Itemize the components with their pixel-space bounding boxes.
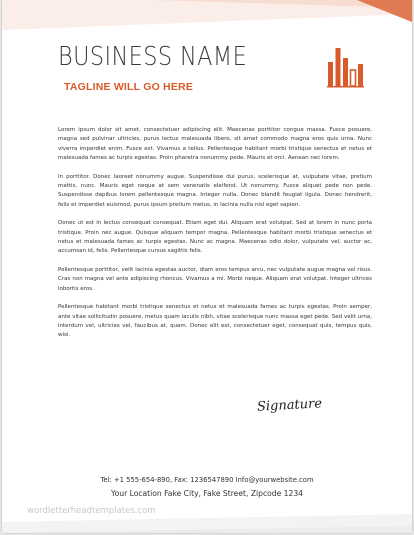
- body-paragraph-3: Donec ut est in lectus consequat consequat. Etiam eget dui. Aliquam erat volutpat. Sed at lorem in nunc porta tristique. Proin nec augue. Quisque aliquam tempor magna. Pellentesque habitant morbi tristique senectus et netus et malesuada fames ac turpis egestas. Nunc ac magna. Maecenas odio dolor, vulputate vel, auctor ac, accumsan id, felis. Pellentesque cursus sagittis felis.: [58, 220, 372, 255]
- footer-address: Your Location Fake City, Fake Street, Zipcode 1234: [110, 489, 304, 498]
- bar-chart-logo-icon: [326, 44, 366, 88]
- letter-body: [58, 126, 372, 350]
- business-name: BUSINESS NAME: [58, 42, 248, 72]
- letterhead-page: [2, 0, 412, 533]
- body-paragraph-2: In porttitor. Donec laoreet nonummy augue. Suspendisse dui purus, scelerisque at, vulputate vitae, pretium mattis, nunc. Mauris eget neque at sem venenatis eleifend. Ut nonummy. Fusce aliquet pede non pede. Suspendisse dapibus lorem pellentesque magna. Integer nulla. Donec blandit feugiat ligula. Donec hendrerit, felis et imperdiet euismod, purus ipsum pretium metus, in lacinia nulla nisl eget sapien.: [58, 173, 372, 208]
- signature: Signature: [256, 396, 323, 415]
- body-paragraph-5: Pellentesque habitant morbi tristique senectus et netus et malesuada fames ac turpis egestas. Proin semper, ante vitae sollicitudin posuere, metus quam iaculis nibh, vitae scelerisque nunc massa eget pede. Sed velit urna, interdum vel, ultricies vel, faucibus at, quam. Donec elit est, consectetuer eget, consequat quis, tempus quis, wisi.: [58, 304, 372, 339]
- body-paragraph-4: Pellentesque porttitor, velit lacinia egestas auctor, diam eros tempus arcu, nec vulputate augue magna vel risus. Cras non magna vel ante adipiscing rhoncus. Vivamus a mi. Morbi neque. Aliquam erat volutpat. Integer ultrices lobortis eros.: [58, 266, 372, 292]
- body-paragraph-1: Lorem ipsum dolor sit amet, consectetuer adipiscing elit. Maecenas porttitor congue massa. Fusce posuere, magna sed pulvinar ultricies, purus lectus malesuada libero, sit amet commodo magna eros quis urna. Nunc viverra imperdiet enim. Fusce est. Vivamus a tellus. Pellentesque habitant morbi tristique senectus et netus et malesuada fames ac turpis egestas. Proin pharetra nonummy pede. Mauris et orci. Aenean nec lorem.: [58, 127, 372, 162]
- watermark: wordletterheadtemplates.com: [27, 506, 156, 516]
- footer-contact: Tel: +1 555-654-890, Fax: 1236547890 Info@yourwebsite.com: [100, 476, 314, 484]
- tagline: TAGLINE WILL GO HERE: [64, 81, 194, 93]
- top-decoration: [2, 0, 412, 40]
